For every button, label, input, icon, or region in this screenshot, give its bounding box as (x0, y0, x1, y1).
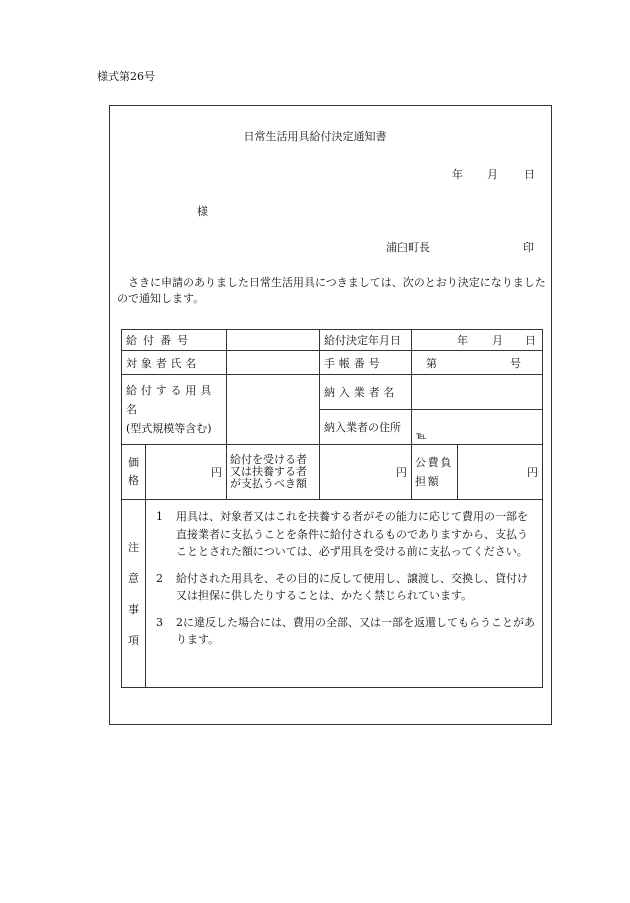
benefit-number-value (227, 330, 320, 351)
note-text-3: 2に違反した場合には、費用の全部、又は一部を返還してもらうことがあります。 (176, 615, 535, 646)
notes-label-text: 注意事項 (128, 540, 139, 647)
price-yen: 円 (146, 445, 227, 500)
vendor-name-value (412, 375, 543, 410)
note-number-3: 3 (156, 615, 163, 629)
tel-mark: ℡ (416, 431, 427, 442)
addressee-suffix: 様 (197, 205, 208, 218)
public-burden-yen: 円 (458, 445, 543, 500)
item-name-value (227, 375, 320, 445)
decision-date-label: 給付決定年月日 (320, 330, 412, 351)
table-row-benefit-number (122, 330, 543, 351)
benefit-number-label: 給付番号 (122, 330, 227, 351)
date-month-label: 月 (487, 168, 498, 181)
date-day-label: 日 (524, 168, 535, 181)
item-name-title: 給付する用具名 (126, 384, 216, 416)
note-text-1: 用具は、対象者又はこれを扶養する者がその能力に応じて費用の一部を直接業者に支払うことを条件に給付されるものでありますから、支払うこととされた額については、必ず用具を受ける前に支払ってください。 (176, 510, 528, 558)
handbook-prefix: 第 (426, 356, 438, 370)
issuer-name: 浦臼町長 (386, 241, 430, 254)
document-title: 日常生活用具給付決定通知書 (243, 130, 387, 143)
table-row-notes (122, 500, 543, 688)
date-year-label: 年 (452, 168, 463, 181)
vendor-address-value (412, 410, 543, 445)
decision-month-label: 月 (492, 334, 504, 347)
form-number: 様式第26号 (97, 70, 155, 83)
decision-date-value (412, 330, 543, 351)
price-label-text: 価格 (128, 456, 139, 487)
payer-amount-label (227, 445, 320, 500)
item-name-label (122, 375, 227, 445)
decision-year-label: 年 (457, 334, 469, 347)
handbook-number-label: 手帳番号 (320, 351, 412, 375)
handbook-suffix: 号 (510, 356, 522, 370)
decision-day-label: 日 (525, 334, 537, 347)
issue-date (452, 166, 535, 182)
note-text-2: 給付された用具を、その目的に反して使用し、譲渡し、交換し、貸付け又は担保に供したりすることは、かたく禁じられています。 (176, 571, 528, 602)
note-number-1: 1 (156, 510, 163, 523)
subject-name-label: 対象者氏名 (122, 351, 227, 375)
table-row-subject (122, 351, 543, 375)
table-row-item (122, 375, 543, 410)
public-burden-text: 公費負担額 (415, 456, 453, 488)
note-number-2: 2 (156, 571, 163, 585)
payer-amount-text: 給付を受ける者又は扶養する者が支払うべき額 (230, 453, 308, 490)
item-name-sublabel: (型式規模等含む) (126, 422, 212, 435)
public-burden-label (412, 445, 458, 500)
handbook-number-value (412, 351, 543, 375)
notes-label (122, 500, 146, 688)
payer-amount-yen: 円 (320, 445, 412, 500)
note-item-1 (152, 508, 538, 561)
table-row-price (122, 445, 543, 500)
price-label (122, 445, 146, 500)
vendor-name-label: 納入業者名 (320, 375, 412, 410)
vendor-address-label: 納入業者の住所 (320, 410, 412, 445)
notes-content (146, 500, 543, 688)
note-item-2 (152, 570, 538, 605)
note-item-3 (152, 614, 538, 649)
seal-mark: 印 (523, 241, 534, 254)
subject-name-value (227, 351, 320, 375)
decision-table (121, 329, 543, 688)
notice-text: さきに申請のありました日常生活用具につきましては、次のとおり決定になりましたので通知します。 (117, 276, 546, 305)
